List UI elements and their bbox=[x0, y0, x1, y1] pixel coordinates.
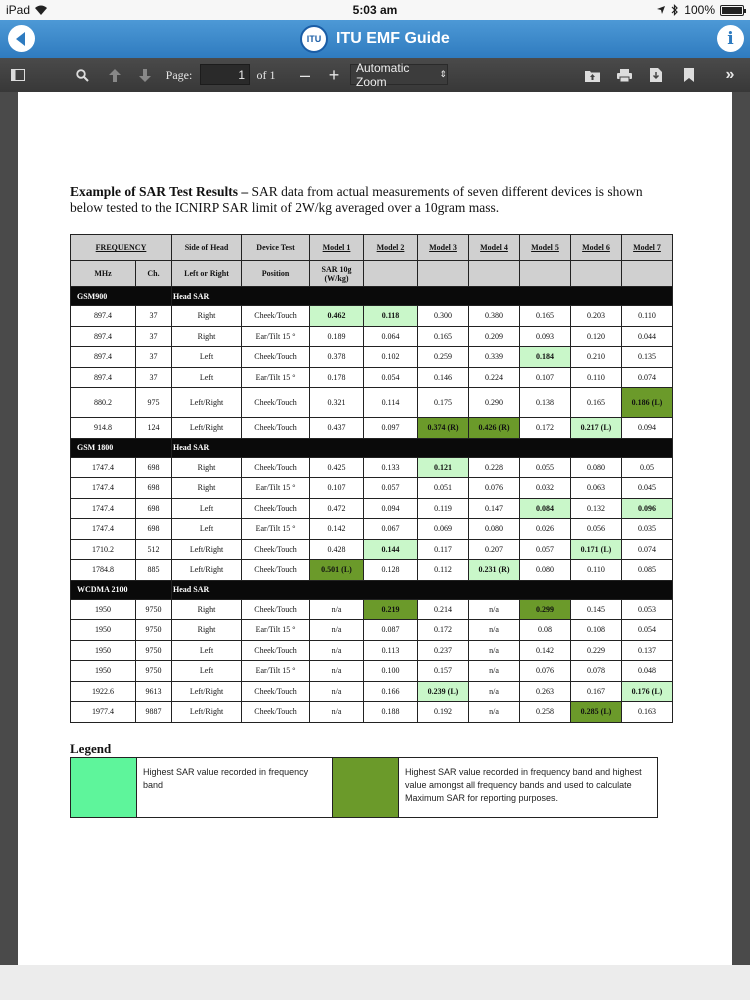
zoom-in-button[interactable]: + bbox=[328, 64, 340, 85]
download-icon[interactable] bbox=[644, 58, 668, 92]
cell-model-3: 0.165 bbox=[418, 326, 469, 347]
table-header-row bbox=[71, 235, 673, 261]
cell-model-1: n/a bbox=[310, 640, 364, 661]
back-button[interactable] bbox=[8, 25, 35, 52]
cell-mhz: 1710.2 bbox=[71, 539, 136, 560]
cell-model-1: 0.178 bbox=[310, 367, 364, 388]
sar-table bbox=[70, 234, 673, 723]
cell-position: Ear/Tilt 15 ° bbox=[242, 367, 310, 388]
table-row bbox=[71, 478, 673, 499]
cell-side: Right bbox=[172, 478, 242, 499]
table-row bbox=[71, 457, 673, 478]
zoom-select[interactable] bbox=[350, 60, 448, 89]
cell-position: Cheek/Touch bbox=[242, 702, 310, 723]
cell-model-6: 0.203 bbox=[571, 306, 622, 327]
cell-model-2: 0.114 bbox=[364, 388, 418, 418]
cell-model-5: 0.258 bbox=[520, 702, 571, 723]
cell-model-3: 0.192 bbox=[418, 702, 469, 723]
cell-model-2: 0.144 bbox=[364, 539, 418, 560]
cell-model-6: 0.120 bbox=[571, 326, 622, 347]
page-count: of 1 bbox=[256, 67, 276, 82]
cell-model-1: 0.437 bbox=[310, 418, 364, 439]
cell-model-5: 0.026 bbox=[520, 519, 571, 540]
table-row bbox=[71, 640, 673, 661]
cell-channel: 975 bbox=[136, 388, 172, 418]
cell-model-3: 0.112 bbox=[418, 560, 469, 581]
cell-side: Left bbox=[172, 640, 242, 661]
device-label: iPad bbox=[6, 3, 31, 17]
cell-mhz: 897.4 bbox=[71, 367, 136, 388]
cell-position: Cheek/Touch bbox=[242, 498, 310, 519]
cell-model-5: 0.165 bbox=[520, 306, 571, 327]
cell-model-2: 0.064 bbox=[364, 326, 418, 347]
cell-model-3: 0.069 bbox=[418, 519, 469, 540]
cell-model-1: 0.321 bbox=[310, 388, 364, 418]
band-sub-label: Head SAR bbox=[172, 287, 673, 306]
cell-model-1: n/a bbox=[310, 702, 364, 723]
cell-position: Cheek/Touch bbox=[242, 418, 310, 439]
cell-model-2: 0.057 bbox=[364, 478, 418, 499]
cell-mhz: 897.4 bbox=[71, 306, 136, 327]
cell-model-7: 0.176 (L) bbox=[622, 681, 673, 702]
cell-model-4: 0.426 (R) bbox=[469, 418, 520, 439]
cell-side: Left/Right bbox=[172, 418, 242, 439]
cell-model-2: 0.188 bbox=[364, 702, 418, 723]
cell-channel: 37 bbox=[136, 306, 172, 327]
cell-model-6: 0.080 bbox=[571, 457, 622, 478]
cell-model-6: 0.056 bbox=[571, 519, 622, 540]
cell-mhz: 897.4 bbox=[71, 326, 136, 347]
band-label: GSM900 bbox=[71, 287, 172, 306]
cell-side: Left bbox=[172, 347, 242, 368]
app-title: ITU EMF Guide bbox=[336, 30, 450, 47]
location-icon bbox=[656, 5, 666, 15]
itu-logo: ITU bbox=[300, 25, 328, 53]
cell-mhz: 914.8 bbox=[71, 418, 136, 439]
cell-model-2: 0.097 bbox=[364, 418, 418, 439]
header-side: Side of Head bbox=[172, 235, 242, 261]
cell-mhz: 1950 bbox=[71, 640, 136, 661]
cell-model-2: 0.094 bbox=[364, 498, 418, 519]
cell-position: Cheek/Touch bbox=[242, 599, 310, 620]
cell-model-1: n/a bbox=[310, 681, 364, 702]
app-title-group bbox=[300, 25, 450, 53]
header-sar-unit: SAR 10g (W/kg) bbox=[310, 261, 364, 287]
cell-model-7: 0.085 bbox=[622, 560, 673, 581]
status-time: 5:03 am bbox=[352, 3, 398, 17]
cell-mhz: 1950 bbox=[71, 661, 136, 682]
cell-model-5: 0.055 bbox=[520, 457, 571, 478]
cell-model-2: 0.133 bbox=[364, 457, 418, 478]
cell-position: Cheek/Touch bbox=[242, 388, 310, 418]
cell-mhz: 1977.4 bbox=[71, 702, 136, 723]
cell-channel: 9887 bbox=[136, 702, 172, 723]
cell-model-6: 0.229 bbox=[571, 640, 622, 661]
cell-model-7: 0.074 bbox=[622, 367, 673, 388]
cell-mhz: 1950 bbox=[71, 599, 136, 620]
cell-model-1: 0.425 bbox=[310, 457, 364, 478]
cell-model-6: 0.063 bbox=[571, 478, 622, 499]
cell-model-4: n/a bbox=[469, 640, 520, 661]
cell-channel: 37 bbox=[136, 347, 172, 368]
cell-position: Cheek/Touch bbox=[242, 457, 310, 478]
band-header-row bbox=[71, 287, 673, 306]
open-file-icon[interactable] bbox=[580, 58, 604, 92]
cell-position: Cheek/Touch bbox=[242, 560, 310, 581]
cell-model-6: 0.110 bbox=[571, 367, 622, 388]
cell-model-4: 0.209 bbox=[469, 326, 520, 347]
page-number-input[interactable] bbox=[200, 64, 250, 85]
cell-model-6: 0.165 bbox=[571, 388, 622, 418]
cell-model-2: 0.166 bbox=[364, 681, 418, 702]
cell-side: Left/Right bbox=[172, 702, 242, 723]
cell-model-6: 0.210 bbox=[571, 347, 622, 368]
cell-model-3: 0.259 bbox=[418, 347, 469, 368]
cell-channel: 698 bbox=[136, 498, 172, 519]
header-model-5: Model 5 bbox=[520, 235, 571, 261]
zoom-out-button[interactable]: – bbox=[299, 64, 310, 85]
cell-model-7: 0.135 bbox=[622, 347, 673, 368]
cell-model-3: 0.121 bbox=[418, 457, 469, 478]
previous-page-icon[interactable] bbox=[104, 58, 126, 92]
select-arrows-icon: ⇕ bbox=[439, 69, 447, 79]
cell-model-7: 0.110 bbox=[622, 306, 673, 327]
cell-model-6: 0.110 bbox=[571, 560, 622, 581]
cell-side: Right bbox=[172, 326, 242, 347]
cell-model-1: 0.189 bbox=[310, 326, 364, 347]
cell-model-6: 0.108 bbox=[571, 620, 622, 641]
cell-mhz: 897.4 bbox=[71, 347, 136, 368]
cell-model-1: 0.501 (L) bbox=[310, 560, 364, 581]
legend-box bbox=[70, 757, 658, 818]
cell-model-7: 0.035 bbox=[622, 519, 673, 540]
battery-icon bbox=[720, 5, 744, 16]
bookmark-icon[interactable] bbox=[678, 58, 700, 92]
legend-title: Legend bbox=[70, 741, 112, 756]
cell-model-7: 0.05 bbox=[622, 457, 673, 478]
bottom-bar bbox=[0, 965, 750, 1000]
cell-model-4: 0.380 bbox=[469, 306, 520, 327]
cell-model-7: 0.186 (L) bbox=[622, 388, 673, 418]
table-row bbox=[71, 326, 673, 347]
cell-side: Left bbox=[172, 367, 242, 388]
cell-position: Cheek/Touch bbox=[242, 539, 310, 560]
table-row bbox=[71, 681, 673, 702]
band-sub-label: Head SAR bbox=[172, 580, 673, 599]
pdf-page bbox=[18, 92, 732, 965]
cell-position: Cheek/Touch bbox=[242, 347, 310, 368]
table-row bbox=[71, 620, 673, 641]
header-left-or-right: Left or Right bbox=[172, 261, 242, 287]
cell-channel: 9750 bbox=[136, 620, 172, 641]
cell-model-7: 0.163 bbox=[622, 702, 673, 723]
status-bar bbox=[0, 0, 750, 20]
cell-side: Right bbox=[172, 599, 242, 620]
cell-channel: 37 bbox=[136, 326, 172, 347]
band-header-row bbox=[71, 580, 673, 599]
cell-model-4: 0.147 bbox=[469, 498, 520, 519]
table-row bbox=[71, 347, 673, 368]
cell-model-4: n/a bbox=[469, 661, 520, 682]
cell-side: Right bbox=[172, 457, 242, 478]
header-model-2: Model 2 bbox=[364, 235, 418, 261]
heading-bold: Example of SAR Test Results – bbox=[70, 184, 249, 199]
cell-mhz: 1747.4 bbox=[71, 498, 136, 519]
table-row bbox=[71, 498, 673, 519]
cell-model-5: 0.184 bbox=[520, 347, 571, 368]
table-row bbox=[71, 661, 673, 682]
cell-model-2: 0.128 bbox=[364, 560, 418, 581]
header-mhz: MHz bbox=[71, 261, 136, 287]
app-header bbox=[0, 20, 750, 58]
cell-model-3: 0.239 (L) bbox=[418, 681, 469, 702]
cell-position: Ear/Tilt 15 ° bbox=[242, 620, 310, 641]
pdf-toolbar bbox=[0, 58, 750, 92]
table-row bbox=[71, 560, 673, 581]
cell-model-2: 0.087 bbox=[364, 620, 418, 641]
cell-model-5: 0.299 bbox=[520, 599, 571, 620]
cell-model-7: 0.053 bbox=[622, 599, 673, 620]
legend-light-swatch bbox=[71, 758, 137, 817]
cell-position: Ear/Tilt 15 ° bbox=[242, 661, 310, 682]
cell-channel: 698 bbox=[136, 457, 172, 478]
zoom-select-value: Automatic Zoom bbox=[356, 60, 410, 89]
cell-mhz: 1747.4 bbox=[71, 519, 136, 540]
band-header-row bbox=[71, 438, 673, 457]
cell-model-4: 0.339 bbox=[469, 347, 520, 368]
cell-model-1: 0.378 bbox=[310, 347, 364, 368]
cell-position: Cheek/Touch bbox=[242, 640, 310, 661]
cell-position: Ear/Tilt 15 ° bbox=[242, 326, 310, 347]
table-row bbox=[71, 418, 673, 439]
cell-model-1: n/a bbox=[310, 620, 364, 641]
table-row bbox=[71, 599, 673, 620]
cell-model-6: 0.145 bbox=[571, 599, 622, 620]
cell-model-3: 0.157 bbox=[418, 661, 469, 682]
cell-model-7: 0.048 bbox=[622, 661, 673, 682]
cell-channel: 9750 bbox=[136, 661, 172, 682]
cell-model-5: 0.080 bbox=[520, 560, 571, 581]
cell-model-7: 0.137 bbox=[622, 640, 673, 661]
cell-model-5: 0.084 bbox=[520, 498, 571, 519]
cell-model-2: 0.100 bbox=[364, 661, 418, 682]
cell-mhz: 1784.8 bbox=[71, 560, 136, 581]
cell-model-4: 0.290 bbox=[469, 388, 520, 418]
cell-model-4: 0.231 (R) bbox=[469, 560, 520, 581]
print-icon[interactable] bbox=[612, 58, 636, 92]
cell-model-7: 0.094 bbox=[622, 418, 673, 439]
cell-model-3: 0.146 bbox=[418, 367, 469, 388]
header-model-3: Model 3 bbox=[418, 235, 469, 261]
cell-position: Ear/Tilt 15 ° bbox=[242, 478, 310, 499]
cell-model-5: 0.093 bbox=[520, 326, 571, 347]
cell-side: Left bbox=[172, 498, 242, 519]
cell-model-1: 0.428 bbox=[310, 539, 364, 560]
cell-model-2: 0.219 bbox=[364, 599, 418, 620]
header-model-1: Model 1 bbox=[310, 235, 364, 261]
header-device-test: Device Test bbox=[242, 235, 310, 261]
cell-position: Ear/Tilt 15 ° bbox=[242, 519, 310, 540]
header-model-6: Model 6 bbox=[571, 235, 622, 261]
cell-channel: 512 bbox=[136, 539, 172, 560]
cell-model-5: 0.057 bbox=[520, 539, 571, 560]
cell-model-6: 0.078 bbox=[571, 661, 622, 682]
cell-side: Left/Right bbox=[172, 560, 242, 581]
sidebar-toggle-icon[interactable] bbox=[6, 58, 30, 92]
cell-mhz: 1747.4 bbox=[71, 478, 136, 499]
cell-model-6: 0.217 (L) bbox=[571, 418, 622, 439]
legend-dark-text: Highest SAR value recorded in frequency band and highest value amongst all frequency bands and used to calculate Maximum SAR for reporting purposes. bbox=[405, 767, 642, 803]
table-row bbox=[71, 539, 673, 560]
cell-channel: 698 bbox=[136, 519, 172, 540]
cell-model-3: 0.175 bbox=[418, 388, 469, 418]
table-row bbox=[71, 519, 673, 540]
cell-model-7: 0.074 bbox=[622, 539, 673, 560]
cell-channel: 885 bbox=[136, 560, 172, 581]
cell-side: Left bbox=[172, 661, 242, 682]
band-sub-label: Head SAR bbox=[172, 438, 673, 457]
cell-model-4: n/a bbox=[469, 681, 520, 702]
cell-model-2: 0.067 bbox=[364, 519, 418, 540]
cell-model-4: n/a bbox=[469, 620, 520, 641]
header-ch: Ch. bbox=[136, 261, 172, 287]
cell-model-2: 0.054 bbox=[364, 367, 418, 388]
cell-position: Cheek/Touch bbox=[242, 306, 310, 327]
cell-mhz: 1747.4 bbox=[71, 457, 136, 478]
cell-channel: 9613 bbox=[136, 681, 172, 702]
cell-side: Left/Right bbox=[172, 388, 242, 418]
cell-model-2: 0.102 bbox=[364, 347, 418, 368]
table-row bbox=[71, 702, 673, 723]
cell-mhz: 1950 bbox=[71, 620, 136, 641]
cell-model-2: 0.113 bbox=[364, 640, 418, 661]
cell-side: Right bbox=[172, 620, 242, 641]
cell-model-7: 0.045 bbox=[622, 478, 673, 499]
cell-model-1: 0.107 bbox=[310, 478, 364, 499]
cell-model-4: 0.224 bbox=[469, 367, 520, 388]
info-button[interactable]: i bbox=[717, 25, 744, 52]
cell-model-5: 0.142 bbox=[520, 640, 571, 661]
cell-model-7: 0.096 bbox=[622, 498, 673, 519]
cell-model-4: n/a bbox=[469, 702, 520, 723]
document-heading bbox=[70, 184, 670, 216]
header-position: Position bbox=[242, 261, 310, 287]
cell-position: Cheek/Touch bbox=[242, 681, 310, 702]
cell-model-6: 0.132 bbox=[571, 498, 622, 519]
cell-model-6: 0.285 (L) bbox=[571, 702, 622, 723]
cell-model-3: 0.214 bbox=[418, 599, 469, 620]
cell-model-4: 0.228 bbox=[469, 457, 520, 478]
cell-channel: 37 bbox=[136, 367, 172, 388]
cell-model-5: 0.032 bbox=[520, 478, 571, 499]
cell-channel: 698 bbox=[136, 478, 172, 499]
cell-model-4: n/a bbox=[469, 599, 520, 620]
legend-light-text: Highest SAR value recorded in frequency band bbox=[137, 758, 333, 817]
search-icon[interactable] bbox=[70, 58, 94, 92]
page-label: Page: bbox=[165, 67, 193, 82]
cell-model-1: 0.472 bbox=[310, 498, 364, 519]
cell-model-3: 0.051 bbox=[418, 478, 469, 499]
next-page-icon[interactable] bbox=[134, 58, 156, 92]
cell-model-5: 0.08 bbox=[520, 620, 571, 641]
cell-channel: 9750 bbox=[136, 599, 172, 620]
cell-model-5: 0.172 bbox=[520, 418, 571, 439]
cell-model-6: 0.171 (L) bbox=[571, 539, 622, 560]
cell-model-1: 0.462 bbox=[310, 306, 364, 327]
table-row bbox=[71, 306, 673, 327]
tools-menu-icon[interactable]: » bbox=[725, 66, 735, 83]
band-label: GSM 1800 bbox=[71, 438, 172, 457]
cell-side: Right bbox=[172, 306, 242, 327]
cell-model-3: 0.117 bbox=[418, 539, 469, 560]
cell-model-5: 0.076 bbox=[520, 661, 571, 682]
cell-mhz: 1922.6 bbox=[71, 681, 136, 702]
band-label: WCDMA 2100 bbox=[71, 580, 172, 599]
cell-model-3: 0.172 bbox=[418, 620, 469, 641]
table-row bbox=[71, 388, 673, 418]
cell-model-7: 0.044 bbox=[622, 326, 673, 347]
cell-model-7: 0.054 bbox=[622, 620, 673, 641]
header-model-7: Model 7 bbox=[622, 235, 673, 261]
cell-model-1: 0.142 bbox=[310, 519, 364, 540]
header-frequency: FREQUENCY bbox=[71, 235, 172, 261]
cell-model-3: 0.119 bbox=[418, 498, 469, 519]
table-subheader-row bbox=[71, 261, 673, 287]
heading-text: SAR data from actual measurements of seven different devices is shown below tested to the ICNIRP SAR limit of 2W/kg averaged over a 10gram mass. bbox=[70, 184, 643, 215]
cell-model-5: 0.263 bbox=[520, 681, 571, 702]
table-row bbox=[71, 367, 673, 388]
battery-percent: 100% bbox=[684, 3, 715, 17]
cell-model-2: 0.118 bbox=[364, 306, 418, 327]
cell-model-3: 0.237 bbox=[418, 640, 469, 661]
cell-model-4: 0.207 bbox=[469, 539, 520, 560]
cell-model-6: 0.167 bbox=[571, 681, 622, 702]
legend-dark-swatch bbox=[333, 758, 399, 817]
cell-channel: 9750 bbox=[136, 640, 172, 661]
cell-model-4: 0.076 bbox=[469, 478, 520, 499]
header-model-4: Model 4 bbox=[469, 235, 520, 261]
cell-model-1: n/a bbox=[310, 599, 364, 620]
cell-model-5: 0.138 bbox=[520, 388, 571, 418]
cell-model-3: 0.374 (R) bbox=[418, 418, 469, 439]
cell-model-1: n/a bbox=[310, 661, 364, 682]
cell-mhz: 880.2 bbox=[71, 388, 136, 418]
cell-side: Left bbox=[172, 519, 242, 540]
bluetooth-icon bbox=[671, 4, 679, 16]
cell-channel: 124 bbox=[136, 418, 172, 439]
cell-model-4: 0.080 bbox=[469, 519, 520, 540]
cell-model-3: 0.300 bbox=[418, 306, 469, 327]
cell-model-5: 0.107 bbox=[520, 367, 571, 388]
cell-side: Left/Right bbox=[172, 539, 242, 560]
pdf-viewer[interactable] bbox=[0, 92, 750, 965]
cell-side: Left/Right bbox=[172, 681, 242, 702]
